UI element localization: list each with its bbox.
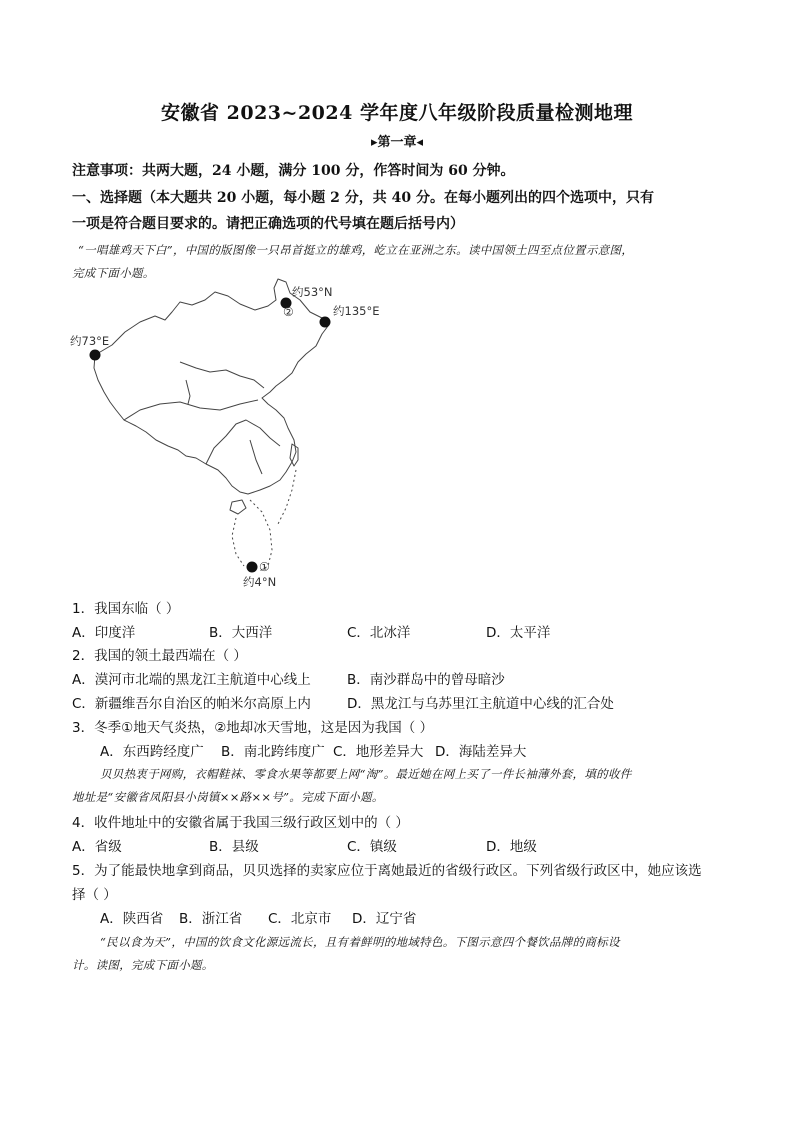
intro1-line2: 完成下面小题。 [72, 266, 155, 280]
south-china-sea-line [232, 470, 296, 572]
q3-option-c[interactable]: C．地形差异大 [333, 744, 424, 760]
q3-stem: 3．冬季①地天气炎热，②地却冰天雪地，这是因为我国（ ） [72, 720, 434, 736]
q1-stem: 1．我国东临（ ） [72, 601, 180, 617]
label-west: 约73°E [70, 334, 110, 348]
section1-line2: 一项是符合题目要求的。请把正确选项的代号填在题后括号内） [72, 216, 464, 232]
q3-option-a[interactable]: A．东西跨经度广 [100, 744, 204, 760]
q4-option-d[interactable]: D．地级 [486, 839, 537, 855]
q1-option-d[interactable]: D．太平洋 [486, 625, 551, 641]
east-point-dot [320, 317, 331, 328]
west-point-dot [90, 350, 101, 361]
q4-stem: 4．收件地址中的安徽省属于我国三级行政区划中的（ ） [72, 815, 409, 831]
intro2-line1: 贝贝热衷于网购，衣帽鞋袜、零食水果等都要上网“淘”。最近她在网上买了一件长袖薄外套，填的收件 [100, 767, 632, 781]
marker-2: ② [283, 305, 294, 319]
inner-border-2 [124, 400, 258, 420]
label-north: 约53°N [292, 285, 333, 299]
q4-option-b[interactable]: B．县级 [209, 839, 259, 855]
q3-option-d[interactable]: D．海陆差异大 [435, 744, 527, 760]
q5-option-b[interactable]: B．浙江省 [179, 911, 243, 927]
q2-option-c[interactable]: C．新疆维吾尔自治区的帕米尔高原上内 [72, 696, 311, 712]
q2-option-b[interactable]: B．南沙群岛中的曾母暗沙 [347, 672, 505, 688]
intro3-line1: “民以食为天”，中国的饮食文化源远流长，且有着鲜明的地域特色。下图示意四个餐饮品牌的商标设 [100, 935, 620, 949]
south-point-dot [247, 562, 258, 573]
intro1-line1: “一唱雄鸡天下白”，中国的版图像一只昂首挺立的雄鸡，屹立在亚洲之东。读中国领土四至点位置示意图， [78, 243, 634, 257]
q2-option-d[interactable]: D．黑龙江与乌苏里江主航道中心线的汇合处 [347, 696, 614, 712]
q5-stem-line1: 5．为了能最快地拿到商品，贝贝选择的卖家应位于离她最近的省级行政区。下列省级行政区中，她应该选 [72, 863, 702, 879]
q5-option-d[interactable]: D．辽宁省 [352, 911, 417, 927]
q5-option-c[interactable]: C．北京市 [268, 911, 332, 927]
notice: 注意事项：共两大题，24 小题，满分 100 分，作答时间为 60 分钟。 [72, 163, 515, 179]
intro2-line2: 地址是“安徽省凤阳县小岗镇××路××号”。完成下面小题。 [72, 790, 384, 804]
q5-stem-line2: 择（ ） [72, 887, 117, 903]
label-east: 约135°E [333, 304, 380, 318]
inner-border-4 [186, 380, 190, 404]
chapter-subtitle: ▸第一章◂ [370, 135, 424, 150]
hainan [230, 500, 246, 514]
inner-border-5 [250, 440, 262, 474]
label-south: 约4°N [243, 575, 277, 589]
q2-stem: 2．我国的领土最西端在（ ） [72, 648, 247, 664]
q5-option-a[interactable]: A．陕西省 [100, 911, 164, 927]
inner-border-3 [206, 420, 280, 464]
inner-border-1 [180, 362, 264, 388]
q1-option-c[interactable]: C．北冰洋 [347, 625, 411, 641]
q2-option-a[interactable]: A．漠河市北端的黑龙江主航道中心线上 [72, 672, 311, 688]
section1-line1: 一、选择题（本大题共 20 小题，每小题 2 分，共 40 分。在每小题列出的四个选项中，只有 [72, 190, 654, 206]
q1-option-a[interactable]: A．印度洋 [72, 625, 136, 641]
q4-option-c[interactable]: C．镇级 [347, 839, 397, 855]
q3-option-b[interactable]: B．南北跨纬度广 [221, 744, 325, 760]
q4-option-a[interactable]: A．省级 [72, 839, 122, 855]
page-title: 安徽省 2023~2024 学年度八年级阶段质量检测地理 [161, 102, 633, 124]
marker-1: ① [259, 560, 270, 574]
intro3-line2: 计。读图，完成下面小题。 [72, 958, 214, 972]
q1-option-b[interactable]: B．大西洋 [209, 625, 273, 641]
